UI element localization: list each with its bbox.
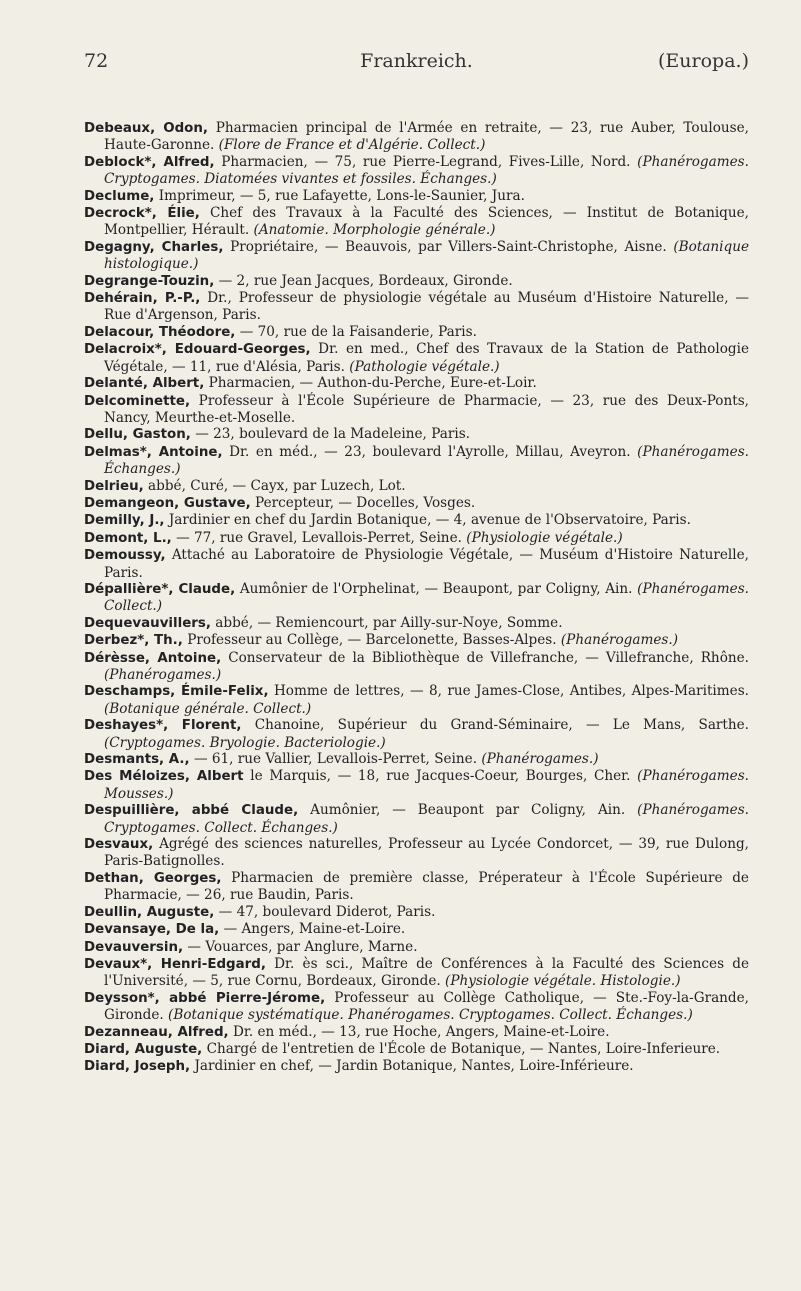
directory-entry <box>84 547 749 581</box>
entry-text: Pharmacien principal de l'Armée en retraite, — 23, rue Auber, Toulouse, Haute-Garonne. <box>104 120 749 154</box>
entry-name: Demont, L., <box>84 530 172 546</box>
directory-entry <box>84 154 749 188</box>
directory-entry <box>84 768 749 802</box>
entry-text: Dr. en med., Chef des Travaux de la Station de Pathologie Végétale, — 11, rue d'Alésia, Paris. <box>104 341 749 375</box>
entry-text: Agrégé des sciences naturelles, Professeur au Lycée Condorcet, — 39, rue Dulong, Paris-Batignolles. <box>104 836 749 870</box>
entry-text: — 61, rue Vallier, Levallois-Perret, Seine. <box>193 751 478 768</box>
entry-text: Percepteur, — Docelles, Vosges. <box>255 494 476 511</box>
entry-text: Chanoine, Supérieur du Grand-Séminaire, — Le Mans, Sarthe. <box>254 717 750 734</box>
directory-entry <box>84 990 749 1024</box>
directory-entry <box>84 444 749 478</box>
entry-text: Conservateur de la Bibliothèque de Villefranche, — Villefranche, Rhône. <box>228 649 749 666</box>
entry-note: (Phanérogames.) <box>560 632 679 649</box>
directory-entry <box>84 426 749 443</box>
entry-name: Declume, <box>84 188 155 204</box>
directory-entry <box>84 512 749 529</box>
directory-entry <box>84 632 749 649</box>
directory-entry <box>84 956 749 990</box>
entry-name: Des Méloizes, Albert <box>84 769 244 785</box>
entry-note: (Phanérogames. Cryptogames. Diatomées vivantes et fossiles. Échanges.) <box>104 153 749 188</box>
directory-entry <box>84 581 749 615</box>
entry-text: Pharmacien, — Authon-du-Perche, Eure-et-Loir. <box>208 375 537 392</box>
entry-text: abbé, Curé, — Cayx, par Luzech, Lot. <box>148 477 406 494</box>
entry-text: — 23, boulevard de la Madeleine, Paris. <box>195 426 470 443</box>
entry-text: Dr., Professeur de physiologie végétale au Muséum d'Histoire Naturelle, — Rue d'Argenson, Paris. <box>104 290 749 324</box>
entry-note: (Phanérogames. Collect.) <box>104 580 749 615</box>
entry-text: Professeur au Collège Catholique, — Ste.-Foy-la-Grande, Gironde. <box>104 989 749 1024</box>
entry-name: Delanté, Albert, <box>84 376 205 392</box>
entry-note: (Phanérogames. Cryptogames. Collect. Échanges.) <box>104 802 750 836</box>
entry-note: (Anatomie. Morphologie générale.) <box>253 222 496 239</box>
entry-name: Derbez*, Th., <box>84 633 183 649</box>
entry-name: Dehérain, P.-P., <box>84 291 201 307</box>
entry-name: Dérèsse, Antoine, <box>84 650 222 666</box>
entry-name: Diard, Auguste, <box>84 1041 203 1057</box>
directory-entries <box>84 120 749 1076</box>
entry-text: Homme de lettres, — 8, rue James-Close, Antibes, Alpes-Maritimes. <box>273 683 749 700</box>
entry-text: — Angers, Maine-et-Loire. <box>223 921 406 938</box>
directory-entry <box>84 904 749 921</box>
entry-note: (Physiologie végétale. Histologie.) <box>445 973 681 990</box>
entry-text: Professeur au Collège, — Barcelonette, Basses-Alpes. <box>187 632 557 649</box>
entry-text: Dr. ès sci., Maître de Conférences à la Faculté des Sciences de l'Université, — 5, rue Cornu, Bordeaux, Gironde. <box>104 955 749 990</box>
entry-name: Dethan, Georges, <box>84 870 222 886</box>
directory-entry <box>84 1024 749 1041</box>
entry-name: Demangeon, Gustave, <box>84 495 251 511</box>
entry-text: Imprimeur, — 5, rue Lafayette, Lons-le-Saunier, Jura. <box>158 187 525 204</box>
entry-note: (Botanique systématique. Phanérogames. Cryptogames. Collect. Échanges.) <box>168 1007 693 1024</box>
entry-name: Deysson*, abbé Pierre-Jérome, <box>84 990 326 1006</box>
entry-note: (Phanérogames. Mousses.) <box>104 768 750 802</box>
entry-text: Chargé de l'entretien de l'École de Botanique, — Nantes, Loire-Inferieure. <box>206 1040 721 1057</box>
entry-name: Devaux*, Henri-Edgard, <box>84 956 266 972</box>
entry-name: Devansaye, De la, <box>84 922 220 938</box>
entry-text: Aumônier, — Beaupont par Coligny, Ain. <box>310 802 626 819</box>
entry-text: Pharmacien de première classe, Préperateur à l'École Supérieure de Pharmacie, — 26, rue Baudin, Paris. <box>104 869 749 904</box>
entry-name: Dellu, Gaston, <box>84 427 191 443</box>
entry-text: abbé, — Remiencourt, par Ailly-sur-Noye, Somme. <box>215 614 563 631</box>
entry-name: Deschamps, Émile-Felix, <box>84 684 269 700</box>
directory-entry <box>84 324 749 341</box>
entry-text: Aumônier de l'Orphelinat, — Beaupont, par Coligny, Ain. <box>239 580 633 597</box>
entry-note: (Phanérogames.) <box>104 667 222 683</box>
entry-text: — 2, rue Jean Jacques, Bordeaux, Gironde. <box>218 272 513 289</box>
entry-text: Propriétaire, — Beauvois, par Villers-Saint-Christophe, Aisne. <box>230 238 667 255</box>
page-header <box>84 50 749 78</box>
entry-name: Decrock*, Élie, <box>84 206 200 222</box>
entry-text: Chef des Travaux à la Faculté des Sciences, — Institut de Botanique, Montpellier, Hérault. <box>104 205 749 239</box>
entry-name: Degrange-Touzin, <box>84 273 215 289</box>
directory-entry <box>84 290 749 324</box>
entry-name: Devauversin, <box>84 939 184 955</box>
entry-text: — 47, boulevard Diderot, Paris. <box>218 903 436 920</box>
entry-name: Despuillière, abbé Claude, <box>84 803 299 819</box>
directory-entry <box>84 205 749 239</box>
directory-entry <box>84 870 749 904</box>
entry-name: Demilly, J., <box>84 513 165 529</box>
directory-entry <box>84 530 749 547</box>
entry-note: (Cryptogames. Bryologie. Bacteriologie.) <box>104 734 386 751</box>
entry-name: Dezanneau, Alfred, <box>84 1024 229 1040</box>
entry-name: Debeaux, Odon, <box>84 121 209 136</box>
entry-name: Dépallière*, Claude, <box>84 581 236 597</box>
entry-name: Deblock*, Alfred, <box>84 154 215 170</box>
running-title: Frankreich. <box>360 50 473 72</box>
directory-entry <box>84 273 749 290</box>
entry-text: Pharmacien, — 75, rue Pierre-Legrand, Fives-Lille, Nord. <box>221 153 631 170</box>
entry-text: — Vouarces, par Anglure, Marne. <box>187 938 418 955</box>
entry-name: Dequevauvillers, <box>84 615 211 631</box>
entry-name: Deullin, Auguste, <box>84 904 215 920</box>
directory-entry <box>84 939 749 956</box>
directory-entry <box>84 751 749 768</box>
entry-name: Desmants, A., <box>84 752 190 768</box>
entry-text: Jardinier en chef, — Jardin Botanique, Nantes, Loire-Inférieure. <box>194 1058 634 1075</box>
entry-text: Dr. en méd., — 23, boulevard l'Ayrolle, Millau, Aveyron. <box>229 443 631 460</box>
entry-name: Deshayes*, Florent, <box>84 718 242 734</box>
entry-note: (Botanique histologique.) <box>104 238 750 273</box>
directory-entry <box>84 341 749 375</box>
entry-name: Delacour, Théodore, <box>84 324 236 340</box>
directory-entry <box>84 239 749 273</box>
directory-entry <box>84 1058 749 1075</box>
directory-entry <box>84 921 749 938</box>
entry-name: Desvaux, <box>84 837 154 853</box>
entry-note: (Physiologie végétale.) <box>466 529 623 546</box>
entry-name: Delacroix*, Edouard-Georges, <box>84 342 311 358</box>
entry-note: (Botanique générale. Collect.) <box>104 700 312 717</box>
directory-entry <box>84 683 749 717</box>
directory-entry <box>84 478 749 495</box>
directory-entry <box>84 393 749 427</box>
directory-entry <box>84 1041 749 1058</box>
entry-name: Demoussy, <box>84 548 166 564</box>
directory-entry <box>84 717 749 751</box>
entry-text: Professeur à l'École Supérieure de Pharmacie, — 23, rue des Deux-Ponts, Nancy, Meurthe-et-Moselle. <box>104 392 749 426</box>
entry-note: (Phanérogames.) <box>481 751 599 768</box>
entry-text: Jardinier en chef du Jardin Botanique, — 4, avenue de l'Observatoire, Paris. <box>168 512 691 529</box>
entry-note: (Flore de France et d'Algérie. Collect.) <box>218 137 486 154</box>
entry-text: le Marquis, — 18, rue Jacques-Coeur, Bourges, Cher. <box>250 768 631 785</box>
directory-entry <box>84 836 749 870</box>
entry-name: Delrieu, <box>84 478 144 494</box>
entry-note: (Phanérogames. Échanges.) <box>104 443 749 478</box>
entry-note: (Pathologie végétale.) <box>349 358 500 375</box>
directory-entry <box>84 615 749 632</box>
entry-name: Degagny, Charles, <box>84 239 224 255</box>
page-number: 72 <box>84 50 109 72</box>
directory-entry <box>84 495 749 512</box>
entry-text: — 77, rue Gravel, Levallois-Perret, Seine. <box>176 529 462 546</box>
directory-entry <box>84 120 749 154</box>
directory-entry <box>84 375 749 392</box>
entry-text: — 70, rue de la Faisanderie, Paris. <box>239 323 477 340</box>
entry-name: Delcominette, <box>84 393 191 409</box>
directory-entry <box>84 188 749 205</box>
entry-name: Delmas*, Antoine, <box>84 444 223 460</box>
directory-entry <box>84 650 749 684</box>
region-label: (Europa.) <box>658 50 749 72</box>
entry-text: Dr. en méd., — 13, rue Hoche, Angers, Maine-et-Loire. <box>232 1023 610 1040</box>
entry-name: Diard, Joseph, <box>84 1059 191 1075</box>
entry-text: Attaché au Laboratoire de Physiologie Végétale, — Muséum d'Histoire Naturelle, Paris. <box>104 547 749 581</box>
directory-entry <box>84 802 749 836</box>
